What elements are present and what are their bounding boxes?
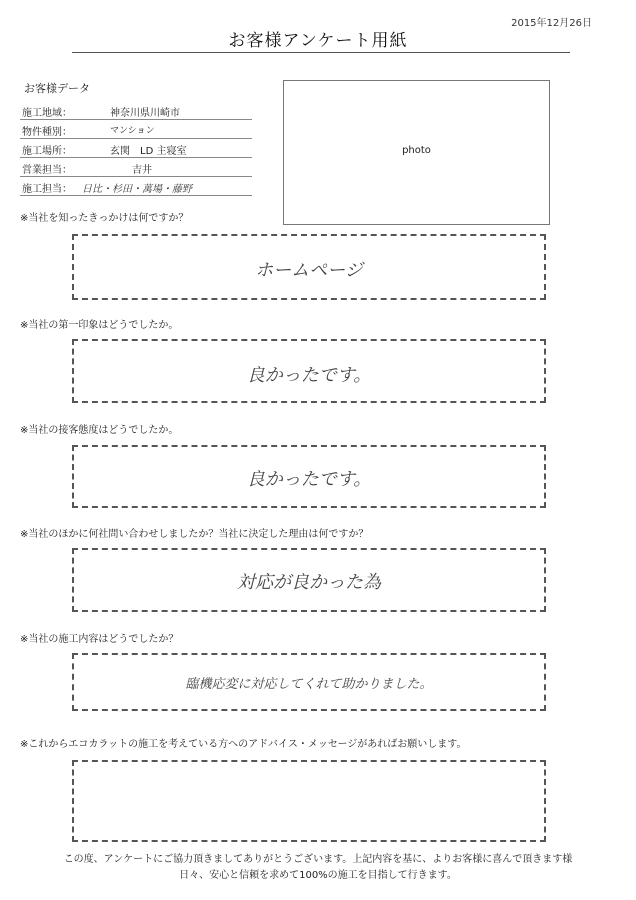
question-3: ※当社の接客態度はどうでしたか。	[20, 425, 179, 436]
info-row-location	[20, 140, 252, 158]
answer-box-1	[72, 234, 546, 300]
page-title: お客様アンケート用紙	[228, 31, 408, 51]
survey-date: 2015年12月26日	[511, 18, 592, 29]
info-label: 施工場所：	[22, 146, 72, 157]
answer-5: 臨機応変に対応してくれて助かりました。	[185, 677, 433, 692]
info-label: 施工担当：	[22, 184, 72, 195]
answer-box-2	[72, 339, 546, 403]
answer-2: 良かったです。	[246, 365, 372, 386]
question-4: ※当社のほかに何社問い合わせしましたか？当社に決定した理由は何ですか？	[20, 529, 369, 540]
answer-3: 良かったです。	[246, 469, 372, 490]
answer-1: ホームページ	[255, 260, 363, 281]
info-value-handwritten: 日比・杉田・萬場・藤野	[82, 184, 192, 195]
info-value: 吉井	[132, 165, 152, 176]
title-underline	[72, 52, 570, 53]
info-label: 物件種別：	[22, 127, 72, 138]
answer-box-6	[72, 760, 546, 842]
question-2: ※当社の第一印象はどうでしたか。	[20, 320, 179, 331]
info-value: マンション	[110, 126, 155, 136]
info-value: 玄関 LD 主寝室	[110, 146, 187, 157]
info-row-property-type	[20, 121, 252, 139]
info-row-installer	[20, 178, 252, 196]
question-6: ※これからエコカラットの施工を考えている方へのアドバイス・メッセージがあればお願いします。	[20, 739, 467, 750]
answer-box-4	[72, 548, 546, 612]
info-value: 神奈川県川崎市	[110, 108, 180, 119]
photo-label: photo	[402, 145, 431, 156]
customer-data-heading: お客様データ	[24, 82, 90, 95]
info-label: 営業担当：	[22, 165, 72, 176]
answer-box-3	[72, 445, 546, 508]
info-label: 施工地域：	[22, 108, 72, 119]
answer-box-5	[72, 653, 546, 711]
footer-line-2: 日々、安心と信頼を求めて100%の施工を目指して行きます。	[179, 870, 457, 881]
info-row-sales	[20, 159, 252, 177]
footer-message	[0, 852, 636, 884]
answer-4: 対応が良かった為	[237, 572, 381, 593]
question-5: ※当社の施工内容はどうでしたか？	[20, 634, 179, 645]
question-1: ※当社を知ったきっかけは何ですか？	[20, 213, 189, 224]
photo-placeholder	[283, 80, 550, 225]
info-row-area	[20, 102, 252, 120]
footer-line-1: この度、アンケートにご協力頂きましてありがとうございます。上記内容を基に、よりお客様に喜んで頂きます様	[63, 854, 573, 865]
